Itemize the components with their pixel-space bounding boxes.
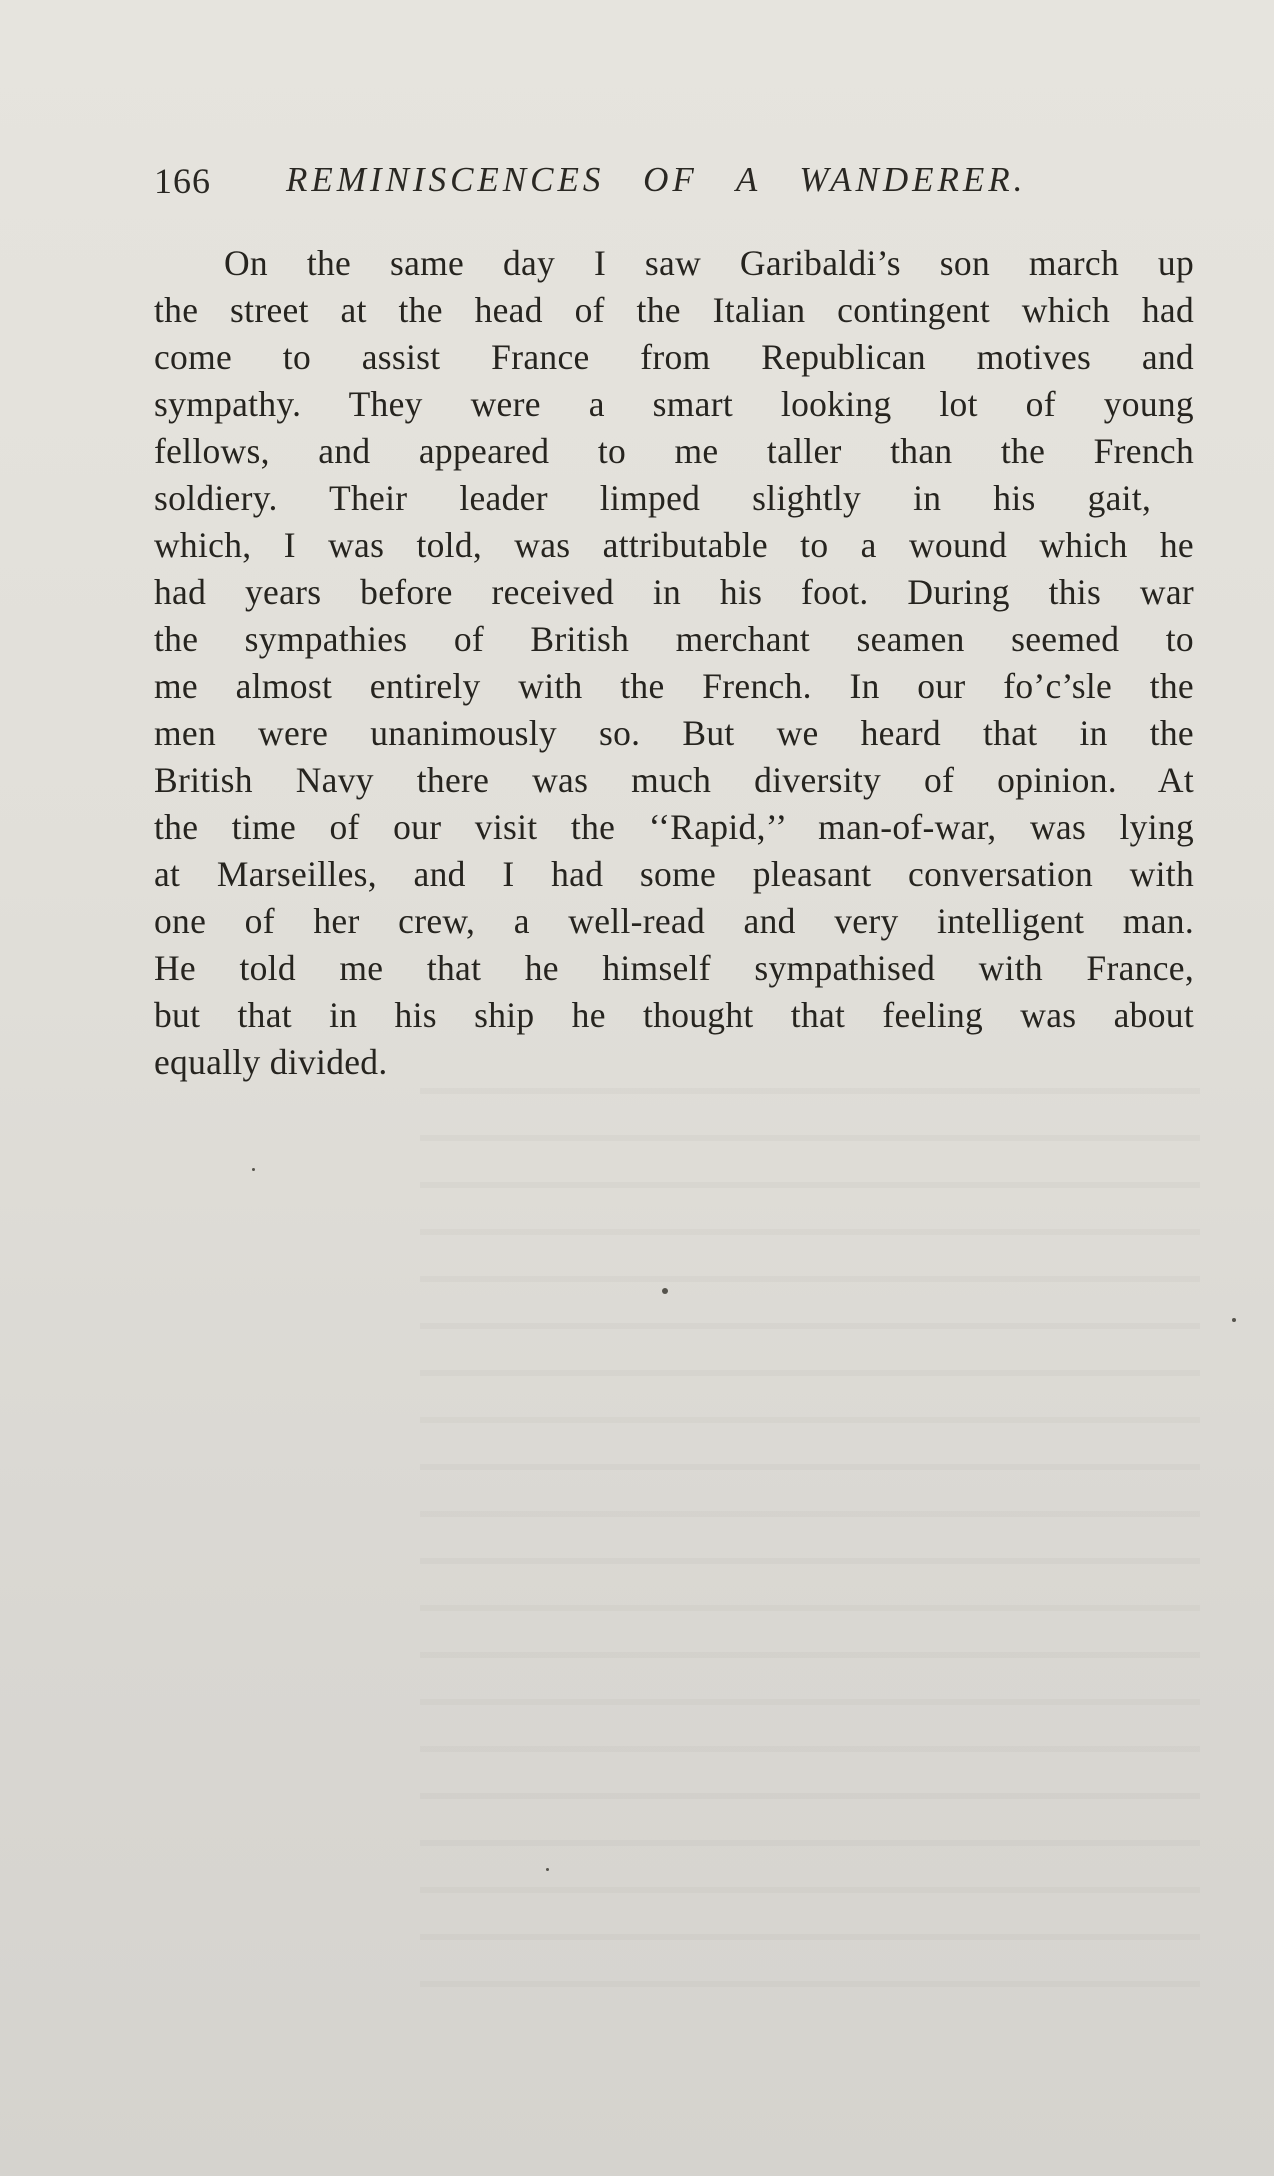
paper-speck — [1232, 1318, 1236, 1322]
text-line: soldiery. Their leader limped slightly in his gait, — [154, 478, 1152, 518]
text-line: the sympathies of British merchant seamen seemed to — [154, 619, 1194, 659]
text-line: at Marseilles, and I had some pleasant conversation with — [154, 854, 1194, 894]
text-line-last: equally divided. — [154, 1042, 388, 1082]
body-paragraph — [154, 240, 1194, 1086]
text-line: On the same day I saw Garibaldi’s son march up — [224, 243, 1194, 283]
text-line: He told me that he himself sympathised with France, — [154, 948, 1194, 988]
text-line: but that in his ship he thought that feeling was about — [154, 995, 1194, 1035]
running-title: REMINISCENCES OF A WANDERER. — [286, 160, 1027, 199]
paper-speck — [252, 1168, 255, 1171]
paper-speck — [662, 1288, 668, 1294]
text-line: sympathy. They were a smart looking lot of young — [154, 384, 1194, 424]
text-line: the time of our visit the ‘‘Rapid,’’ man-of-war, was lying — [154, 807, 1194, 847]
text-line: men were unanimously so. But we heard that in the — [154, 713, 1194, 753]
text-line: had years before received in his foot. During this war — [154, 572, 1194, 612]
running-head — [154, 160, 1084, 210]
show-through-shadow — [420, 1060, 1200, 1990]
page-number: 166 — [154, 161, 211, 201]
text-line: British Navy there was much diversity of opinion. At — [154, 760, 1194, 800]
paper-speck — [546, 1868, 549, 1871]
text-line: come to assist France from Republican motives and — [154, 337, 1194, 377]
text-line: one of her crew, a well-read and very intelligent man. — [154, 901, 1194, 941]
text-line: fellows, and appeared to me taller than the French — [154, 431, 1194, 471]
text-line: the street at the head of the Italian contingent which had — [154, 290, 1194, 330]
text-line: which, I was told, was attributable to a wound which he — [154, 525, 1194, 565]
text-line: me almost entirely with the French. In our fo’c’sle the — [154, 666, 1194, 706]
